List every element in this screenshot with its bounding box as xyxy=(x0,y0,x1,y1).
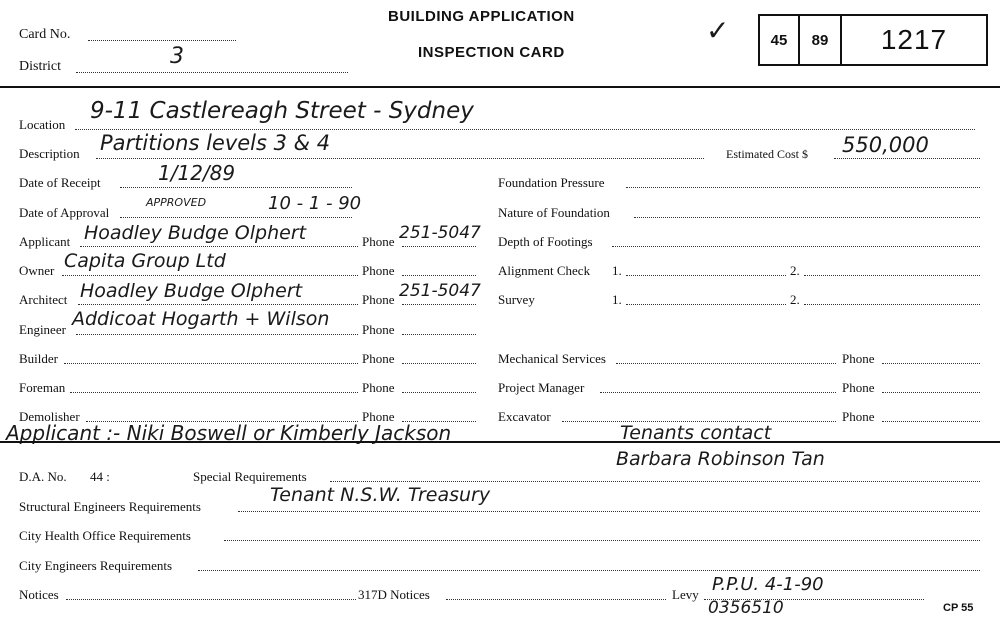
header-divider xyxy=(0,86,1000,88)
da-no-value: 44 : xyxy=(90,469,110,484)
mechanical-services-phone-field xyxy=(882,363,980,364)
section-divider xyxy=(0,441,1000,443)
reference-box-3: 1217 xyxy=(840,14,988,66)
alignment-check-1-label: 1. xyxy=(612,263,622,278)
owner-phone-field xyxy=(402,275,476,276)
levy-label: Levy xyxy=(672,587,699,602)
card-no-field xyxy=(88,40,236,41)
form-title-line-2: INSPECTION CARD xyxy=(418,44,565,61)
checkmark: ✓ xyxy=(706,14,730,47)
description-field xyxy=(96,158,704,159)
engineer-field xyxy=(76,334,358,335)
city-engineers-label: City Engineers Requirements xyxy=(19,558,173,573)
nature-of-foundation-field xyxy=(634,217,980,218)
location-label: Location xyxy=(19,117,66,132)
architect-phone-label: Phone xyxy=(362,292,395,307)
owner-value: Capita Group Ltd xyxy=(64,250,226,272)
engineer-phone-field xyxy=(402,334,476,335)
form-code: CP 55 xyxy=(943,602,974,614)
owner-label: Owner xyxy=(19,263,55,278)
survey-1-field xyxy=(626,304,786,305)
structural-engineers-value: Tenant N.S.W. Treasury xyxy=(270,484,491,506)
demolisher-phone-label: Phone xyxy=(362,409,395,424)
reference-number: 0356510 xyxy=(708,598,784,618)
applicant-label: Applicant xyxy=(19,234,71,249)
builder-field xyxy=(64,363,358,364)
architect-label: Architect xyxy=(19,292,68,307)
reference-box-1: 45 xyxy=(758,14,800,66)
district-field xyxy=(76,72,348,73)
da-no-label: D.A. No. xyxy=(19,469,67,484)
engineer-label: Engineer xyxy=(19,322,66,337)
date-of-receipt-label: Date of Receipt xyxy=(19,175,101,190)
estimated-cost-label: Estimated Cost $ xyxy=(726,147,808,161)
applicant-phone-field xyxy=(402,246,476,247)
nature-of-foundation-label: Nature of Foundation xyxy=(498,205,610,220)
depth-of-footings-label: Depth of Footings xyxy=(498,234,593,249)
architect-field xyxy=(78,304,358,305)
district-value: 3 xyxy=(170,44,184,69)
architect-value: Hoadley Budge Olphert xyxy=(80,280,303,302)
alignment-check-2-field xyxy=(804,275,980,276)
date-of-approval-label: Date of Approval xyxy=(19,205,110,220)
location-value: 9-11 Castlereagh Street - Sydney xyxy=(90,98,474,124)
alignment-check-1-field xyxy=(626,275,786,276)
foreman-field xyxy=(70,392,358,393)
mechanical-services-phone-label: Phone xyxy=(842,351,875,366)
city-health-field xyxy=(224,540,980,541)
district-label: District xyxy=(19,59,61,74)
excavator-label: Excavator xyxy=(498,409,551,424)
project-manager-phone-label: Phone xyxy=(842,380,875,395)
tenants-contact-note: Tenants contact xyxy=(620,422,772,444)
applicant-contact-note: Applicant :- Niki Boswell or Kimberly Jackson xyxy=(6,421,452,445)
project-manager-phone-field xyxy=(882,392,980,393)
structural-engineers-field xyxy=(238,511,980,512)
alignment-check-2-label: 2. xyxy=(790,263,800,278)
applicant-phone-label: Phone xyxy=(362,234,395,249)
special-requirements-label: Special Requirements xyxy=(193,469,307,484)
special-requirements-field xyxy=(330,481,980,482)
description-value: Partitions levels 3 & 4 xyxy=(100,131,331,155)
applicant-phone-value: 251-5047 xyxy=(399,223,481,243)
estimated-cost-value: 550,000 xyxy=(842,133,929,157)
city-health-label: City Health Office Requirements xyxy=(19,528,191,543)
engineer-value: Addicoat Hogarth + Wilson xyxy=(72,308,330,330)
reference-box-2: 89 xyxy=(798,14,842,66)
survey-1-label: 1. xyxy=(612,292,622,307)
owner-phone-label: Phone xyxy=(362,263,395,278)
card-no-label: Card No. xyxy=(19,27,71,42)
architect-phone-value: 251-5047 xyxy=(399,281,481,301)
structural-engineers-label: Structural Engineers Requirements xyxy=(19,499,201,514)
notices-317d-field xyxy=(446,599,666,600)
depth-of-footings-field xyxy=(612,246,980,247)
date-of-approval-value: 10 - 1 - 90 xyxy=(268,193,362,214)
engineer-phone-label: Phone xyxy=(362,322,395,337)
city-engineers-field xyxy=(198,570,980,571)
excavator-phone-label: Phone xyxy=(842,409,875,424)
mechanical-services-field xyxy=(616,363,836,364)
applicant-value: Hoadley Budge Olphert xyxy=(84,222,307,244)
applicant-field xyxy=(80,246,358,247)
builder-label: Builder xyxy=(19,351,58,366)
architect-phone-field xyxy=(402,304,476,305)
date-of-receipt-field xyxy=(120,187,352,188)
foreman-phone-field xyxy=(402,392,476,393)
notices-field xyxy=(66,599,356,600)
owner-field xyxy=(62,275,358,276)
notices-label: Notices xyxy=(19,587,59,602)
mechanical-services-label: Mechanical Services xyxy=(498,351,606,366)
description-label: Description xyxy=(19,146,80,161)
date-of-receipt-value: 1/12/89 xyxy=(158,161,236,185)
form-title-line-1: BUILDING APPLICATION xyxy=(388,8,575,25)
foundation-pressure-field xyxy=(626,187,980,188)
demolisher-label: Demolisher xyxy=(19,409,80,424)
excavator-phone-field xyxy=(882,421,980,422)
survey-2-field xyxy=(804,304,980,305)
approved-stamp: APPROVED xyxy=(146,196,207,209)
project-manager-field xyxy=(600,392,836,393)
survey-label: Survey xyxy=(498,292,535,307)
tenants-contact-name: Barbara Robinson Tan xyxy=(616,448,825,470)
date-of-approval-field xyxy=(120,217,352,218)
builder-phone-field xyxy=(402,363,476,364)
project-manager-label: Project Manager xyxy=(498,380,585,395)
alignment-check-label: Alignment Check xyxy=(498,263,591,278)
builder-phone-label: Phone xyxy=(362,351,395,366)
notices-317d-label: 317D Notices xyxy=(358,587,430,602)
estimated-cost-field xyxy=(834,158,980,159)
location-field xyxy=(75,129,975,130)
levy-value: P.P.U. 4-1-90 xyxy=(712,574,824,595)
foreman-phone-label: Phone xyxy=(362,380,395,395)
foreman-label: Foreman xyxy=(19,380,66,395)
foundation-pressure-label: Foundation Pressure xyxy=(498,175,605,190)
survey-2-label: 2. xyxy=(790,292,800,307)
